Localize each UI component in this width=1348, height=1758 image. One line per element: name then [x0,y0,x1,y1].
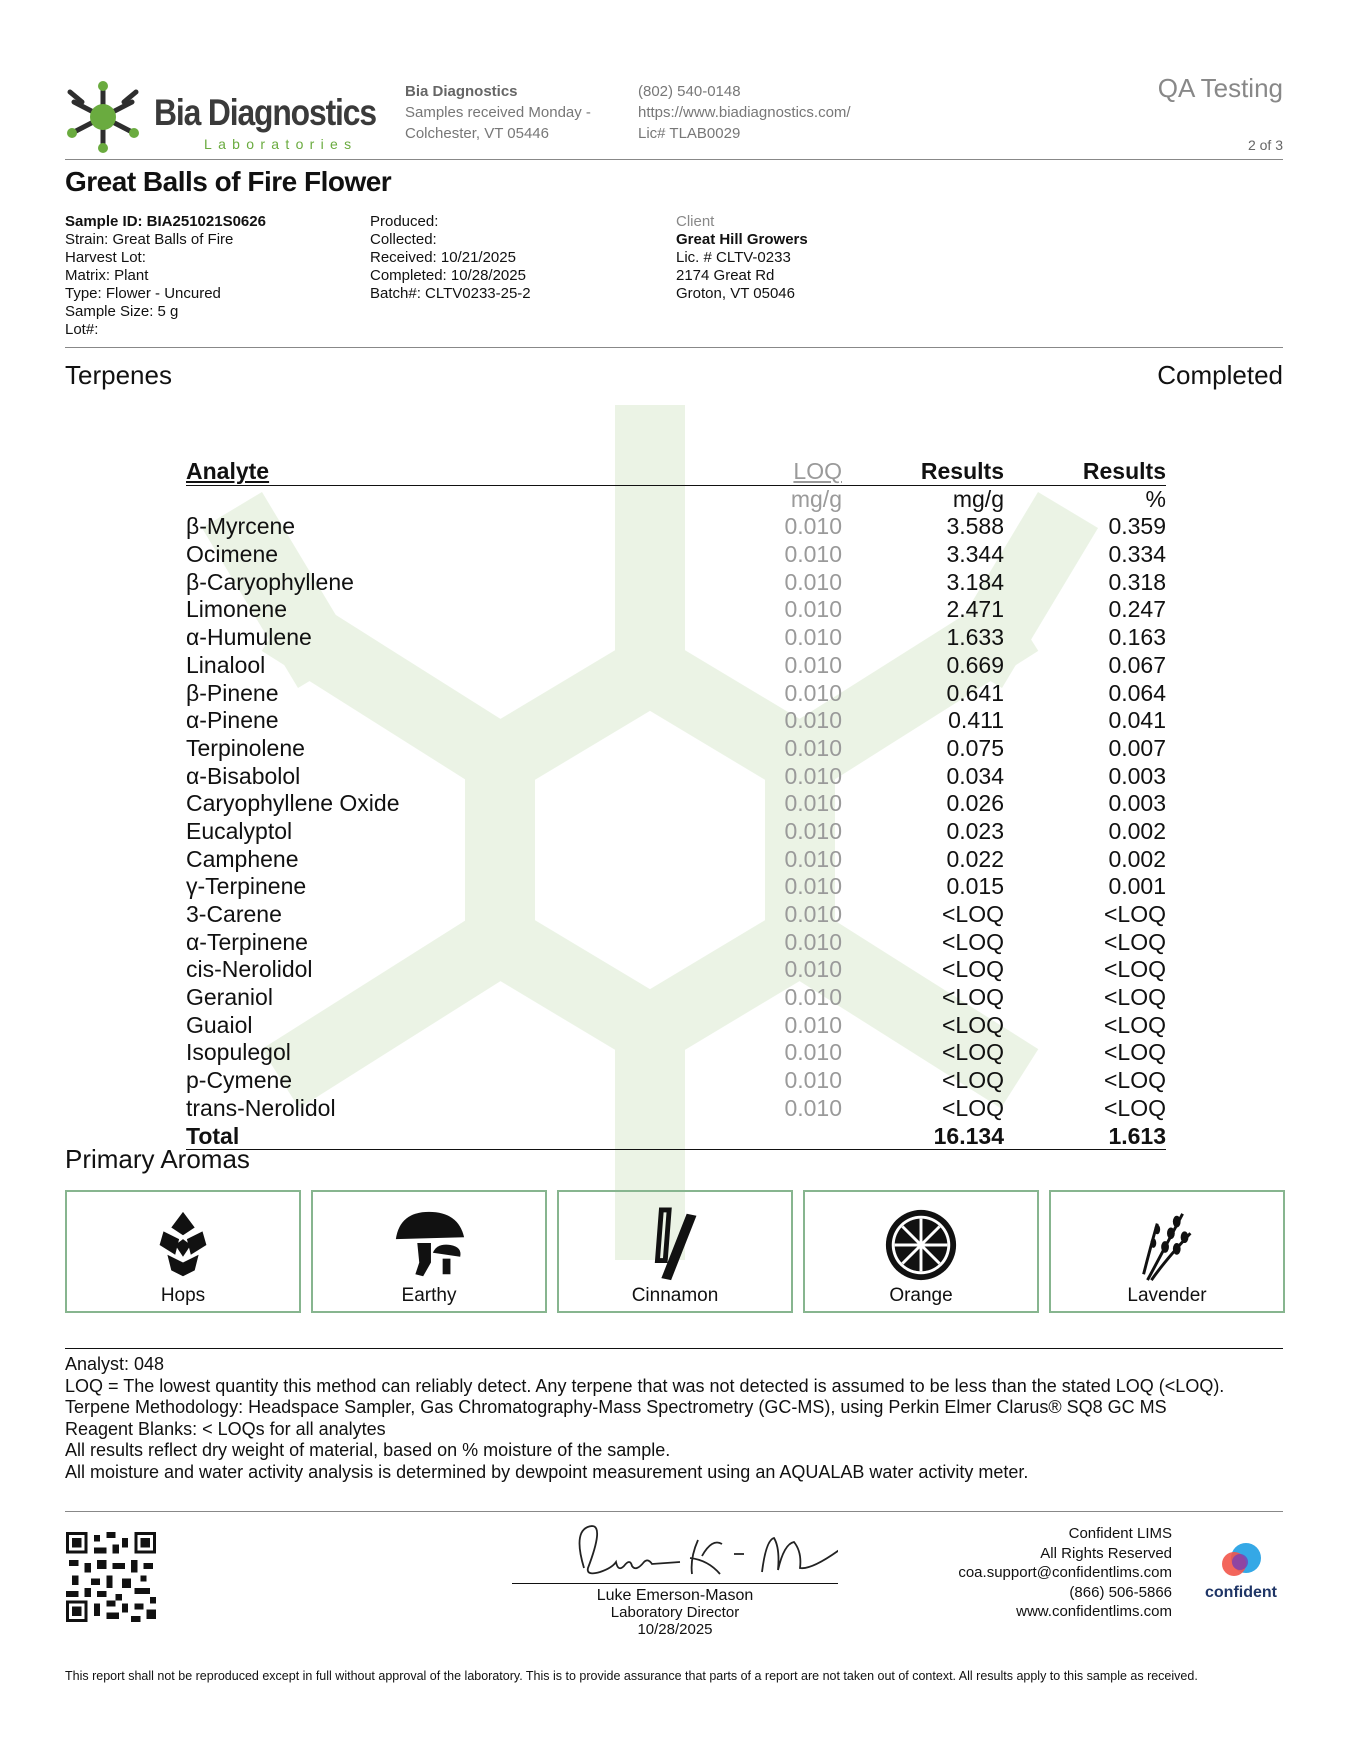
lab-license: Lic# TLAB0029 [638,125,741,142]
lims-info [958,1524,1172,1622]
note-dry-weight: All results reflect dry weight of material, based on % moisture of the sample. [65,1440,671,1460]
analyte-name: Geraniol [186,984,273,1011]
lab-name: Bia Diagnostics [405,83,518,100]
hops-icon [144,1206,222,1284]
result-mg: 0.022 [946,845,1004,872]
result-mg: 0.669 [946,651,1004,678]
result-mg: 2.471 [946,596,1004,623]
confident-mark-icon [1196,1540,1286,1584]
total-pct: 1.613 [1108,1122,1166,1149]
result-mg: 0.641 [946,679,1004,706]
result-pct: 0.064 [1108,679,1166,706]
result-pct: <LOQ [1103,956,1166,983]
sample-id: Sample ID: BIA251021S0626 [65,213,266,230]
client-license: Lic. # CLTV-0233 [676,249,791,266]
aroma-card-lavender [1049,1190,1285,1313]
loq-value: 0.010 [784,873,842,900]
table-row [186,846,1166,874]
result-pct: 0.359 [1108,513,1166,540]
loq-value: 0.010 [784,984,842,1011]
header-results-pct: Results [1082,458,1166,484]
table-row [186,1039,1166,1067]
note-loq: LOQ = The lowest quantity this method can reliably detect. Any terpene that was not detected is assumed to be less than the stated LOQ (<LOQ). [65,1375,1225,1396]
result-pct: 0.041 [1108,707,1166,734]
result-mg: 0.026 [946,790,1004,817]
signatory-date: 10/28/2025 [637,1621,713,1638]
notes-divider [65,1348,1283,1349]
sample-size: Sample Size: 5 g [65,303,179,320]
sample-produced: Produced: [370,213,439,230]
result-pct: 0.247 [1108,596,1166,623]
analyte-name: trans-Nerolidol [186,1094,336,1121]
total-label: Total [186,1122,240,1149]
loq-value: 0.010 [784,845,842,872]
analyte-name: Guaiol [186,1011,253,1038]
logo-subtext: Laboratories [204,136,358,152]
total-mg: 16.134 [933,1122,1004,1149]
analyte-name: α-Humulene [186,624,312,651]
aroma-list [65,1190,1285,1313]
table-row [186,1095,1166,1123]
table-row [186,929,1166,957]
aroma-card-hops [65,1190,301,1313]
result-pct: 0.003 [1108,762,1166,789]
result-mg: <LOQ [941,1011,1004,1038]
result-mg: <LOQ [941,928,1004,955]
note-moisture: All moisture and water activity analysis is determined by dewpoint measurement using an AQUALAB water activity meter. [65,1461,1029,1482]
cinnamon-icon [636,1206,714,1284]
analyte-name: Ocimene [186,541,279,568]
lab-hours: Samples received Monday - [405,104,591,121]
loq-value: 0.010 [784,679,842,706]
analyte-name: Caryophyllene Oxide [186,790,400,817]
analyte-name: Terpinolene [186,734,305,761]
lims-name: Confident LIMS [1068,1525,1172,1542]
disclaimer: This report shall not be reproduced except in full without approval of the laboratory. This is to provide assurance that parts of a report are not taken out of context. All results apply to this sample as received. [65,1669,1198,1683]
aroma-label: Cinnamon [631,1285,719,1306]
analyte-name: β-Pinene [186,679,279,706]
result-mg: <LOQ [941,1039,1004,1066]
lims-rights: All Rights Reserved [1040,1544,1172,1562]
loq-value: 0.010 [784,956,842,983]
table-header [186,458,1166,486]
loq-value: 0.010 [784,707,842,734]
aroma-card-orange [803,1190,1039,1313]
table-row [186,956,1166,984]
aroma-label: Earthy [401,1285,457,1306]
sample-strain: Strain: Great Balls of Fire [65,231,234,248]
result-pct: 0.334 [1108,541,1166,568]
sample-collected: Collected: [370,231,437,248]
aroma-label: Orange [889,1285,953,1306]
result-pct: 0.163 [1108,624,1166,651]
analyte-name: α-Bisabolol [186,762,301,789]
loq-value: 0.010 [784,1011,842,1038]
result-mg: 0.034 [946,762,1004,789]
lab-info [405,81,591,144]
result-pct: <LOQ [1103,1094,1166,1121]
result-pct: 0.002 [1108,845,1166,872]
signatory-name: Luke Emerson-Mason [596,1587,754,1604]
aroma-label: Hops [160,1285,206,1306]
signatory-title: Laboratory Director [610,1604,740,1621]
table-row [186,707,1166,735]
result-mg: <LOQ [941,956,1004,983]
loq-value: 0.010 [784,513,842,540]
loq-value: 0.010 [784,541,842,568]
unit-results-pct: % [1145,485,1166,512]
result-pct: 0.002 [1108,817,1166,844]
analyte-name: α-Pinene [186,707,279,734]
loq-value: 0.010 [784,1067,842,1094]
loq-value: 0.010 [784,624,842,651]
result-pct: 0.001 [1108,873,1166,900]
client-info [676,213,808,303]
result-mg: 1.633 [946,624,1004,651]
note-reagent-blanks: Reagent Blanks: < LOQs for all analytes [65,1418,386,1439]
table-row [186,984,1166,1012]
lab-phone: (802) 540-0148 [638,83,741,100]
header-analyte: Analyte [186,458,270,484]
table-row [186,513,1166,541]
table-row [186,901,1166,929]
table-units [186,486,1166,514]
result-mg: <LOQ [941,1094,1004,1121]
loq-value: 0.010 [784,901,842,927]
client-street: 2174 Great Rd [676,267,775,284]
client-name: Great Hill Growers [676,231,808,248]
loq-value: 0.010 [784,1039,842,1066]
page-number: 2 of 3 [1247,137,1283,153]
loq-value: 0.010 [784,762,842,789]
sample-harvest-lot: Harvest Lot: [65,249,146,266]
details-divider [65,347,1283,348]
analyte-name: Camphene [186,845,299,872]
table-row [186,1012,1166,1040]
table-row [186,652,1166,680]
footer-divider [65,1511,1283,1512]
method-notes [65,1354,1285,1483]
loq-value: 0.010 [784,928,842,955]
result-mg: 0.015 [946,873,1004,900]
sample-completed: Completed: 10/28/2025 [370,267,526,284]
sample-lot: Lot#: [65,321,99,338]
result-mg: <LOQ [941,1067,1004,1094]
unit-results-mg: mg/g [952,485,1004,512]
table-row [186,790,1166,818]
section-status: Completed [1157,360,1283,390]
result-mg: 0.023 [946,817,1004,844]
loq-value: 0.010 [784,734,842,761]
result-pct: 0.007 [1108,734,1166,761]
table-total-row [186,1123,1166,1151]
analyte-name: cis-Nerolidol [186,956,313,983]
table-row [186,596,1166,624]
result-pct: <LOQ [1103,901,1166,927]
analyte-name: β-Myrcene [186,513,296,540]
header-results-mg: Results [920,458,1004,484]
logo-wordmark: Bia Diagnostics [154,92,376,133]
analyte-name: α-Terpinene [186,928,308,955]
result-mg: 3.344 [946,541,1004,568]
table-row [186,818,1166,846]
unit-loq: mg/g [790,485,842,512]
result-mg: <LOQ [941,901,1004,927]
result-pct: <LOQ [1103,984,1166,1011]
table-row [186,873,1166,901]
result-pct: <LOQ [1103,1039,1166,1066]
signature-line [512,1583,838,1584]
sample-matrix: Matrix: Plant [65,267,149,284]
loq-value: 0.010 [784,1094,842,1121]
analyte-name: p-Cymene [186,1067,293,1094]
result-pct: <LOQ [1103,928,1166,955]
table-body [186,513,1166,1122]
result-mg: <LOQ [941,984,1004,1011]
loq-value: 0.010 [784,651,842,678]
bia-logo [62,78,376,156]
note-methodology: Terpene Methodology: Headspace Sampler, Gas Chromatography-Mass Spectrometry (GC-MS), using Perkin Elmer Clarus® SQ8 GC MS [65,1397,1167,1417]
lavender-icon [1128,1206,1206,1284]
result-pct: 0.003 [1108,790,1166,817]
result-mg: 0.411 [948,707,1004,734]
note-analyst: Analyst: 048 [65,1354,165,1374]
aroma-card-cinnamon [557,1190,793,1313]
signature-image [512,1518,838,1582]
table-row [186,624,1166,652]
lims-website[interactable]: www.confidentlims.com [1016,1603,1172,1620]
loq-value: 0.010 [784,817,842,844]
aroma-card-earthy [311,1190,547,1313]
lims-phone: (866) 506-5866 [1069,1583,1172,1601]
analyte-name: β-Caryophyllene [186,568,354,595]
loq-value: 0.010 [784,596,842,623]
sample-received: Received: 10/21/2025 [370,249,516,266]
header-loq: LOQ [793,458,842,484]
result-pct: <LOQ [1103,1011,1166,1038]
analyte-name: Eucalyptol [186,817,293,844]
sample-title: Great Balls of Fire Flower [65,166,392,197]
sample-batch: Batch#: CLTV0233-25-2 [370,285,531,302]
table-row [186,680,1166,708]
mushroom-icon [390,1206,468,1284]
confident-wordmark: confident [1205,1584,1277,1601]
sample-dates [370,213,531,303]
qr-code-icon[interactable] [66,1532,156,1622]
loq-value: 0.010 [784,790,842,817]
analyte-name: Isopulegol [186,1039,291,1066]
lims-email[interactable]: coa.support@confidentlims.com [958,1564,1172,1581]
analyte-name: Linalool [186,651,266,678]
lab-website[interactable]: https://www.biadiagnostics.com/ [638,104,851,121]
lab-address: Colchester, VT 05446 [405,125,549,142]
result-pct: 0.318 [1108,568,1166,595]
header-divider [65,159,1283,160]
analyte-name: γ-Terpinene [186,873,307,900]
signatory [512,1587,838,1638]
report-type: QA Testing [1157,73,1283,103]
table-row [186,735,1166,763]
sample-type: Type: Flower - Uncured [65,285,221,302]
section-title: Terpenes [65,360,172,390]
table-row [186,1067,1166,1095]
table-row [186,763,1166,791]
aroma-label: Lavender [1127,1285,1207,1306]
client-label: Client [676,213,715,230]
lab-contact [638,81,851,144]
aromas-title: Primary Aromas [65,1144,250,1174]
result-mg: 3.184 [946,568,1004,595]
terpene-table [186,458,1166,1150]
client-city: Groton, VT 05046 [676,285,795,302]
molecule-icon [62,78,144,156]
confident-logo [1196,1540,1296,1610]
result-pct: 0.067 [1108,651,1166,678]
result-mg: 0.075 [946,734,1004,761]
result-pct: <LOQ [1103,1067,1166,1094]
analyte-name: Limonene [186,596,288,623]
orange-icon [882,1206,960,1284]
table-row [186,541,1166,569]
analyte-name: 3-Carene [186,901,282,927]
table-row [186,569,1166,597]
sample-details [65,213,266,339]
loq-value: 0.010 [784,568,842,595]
result-mg: 3.588 [946,513,1004,540]
